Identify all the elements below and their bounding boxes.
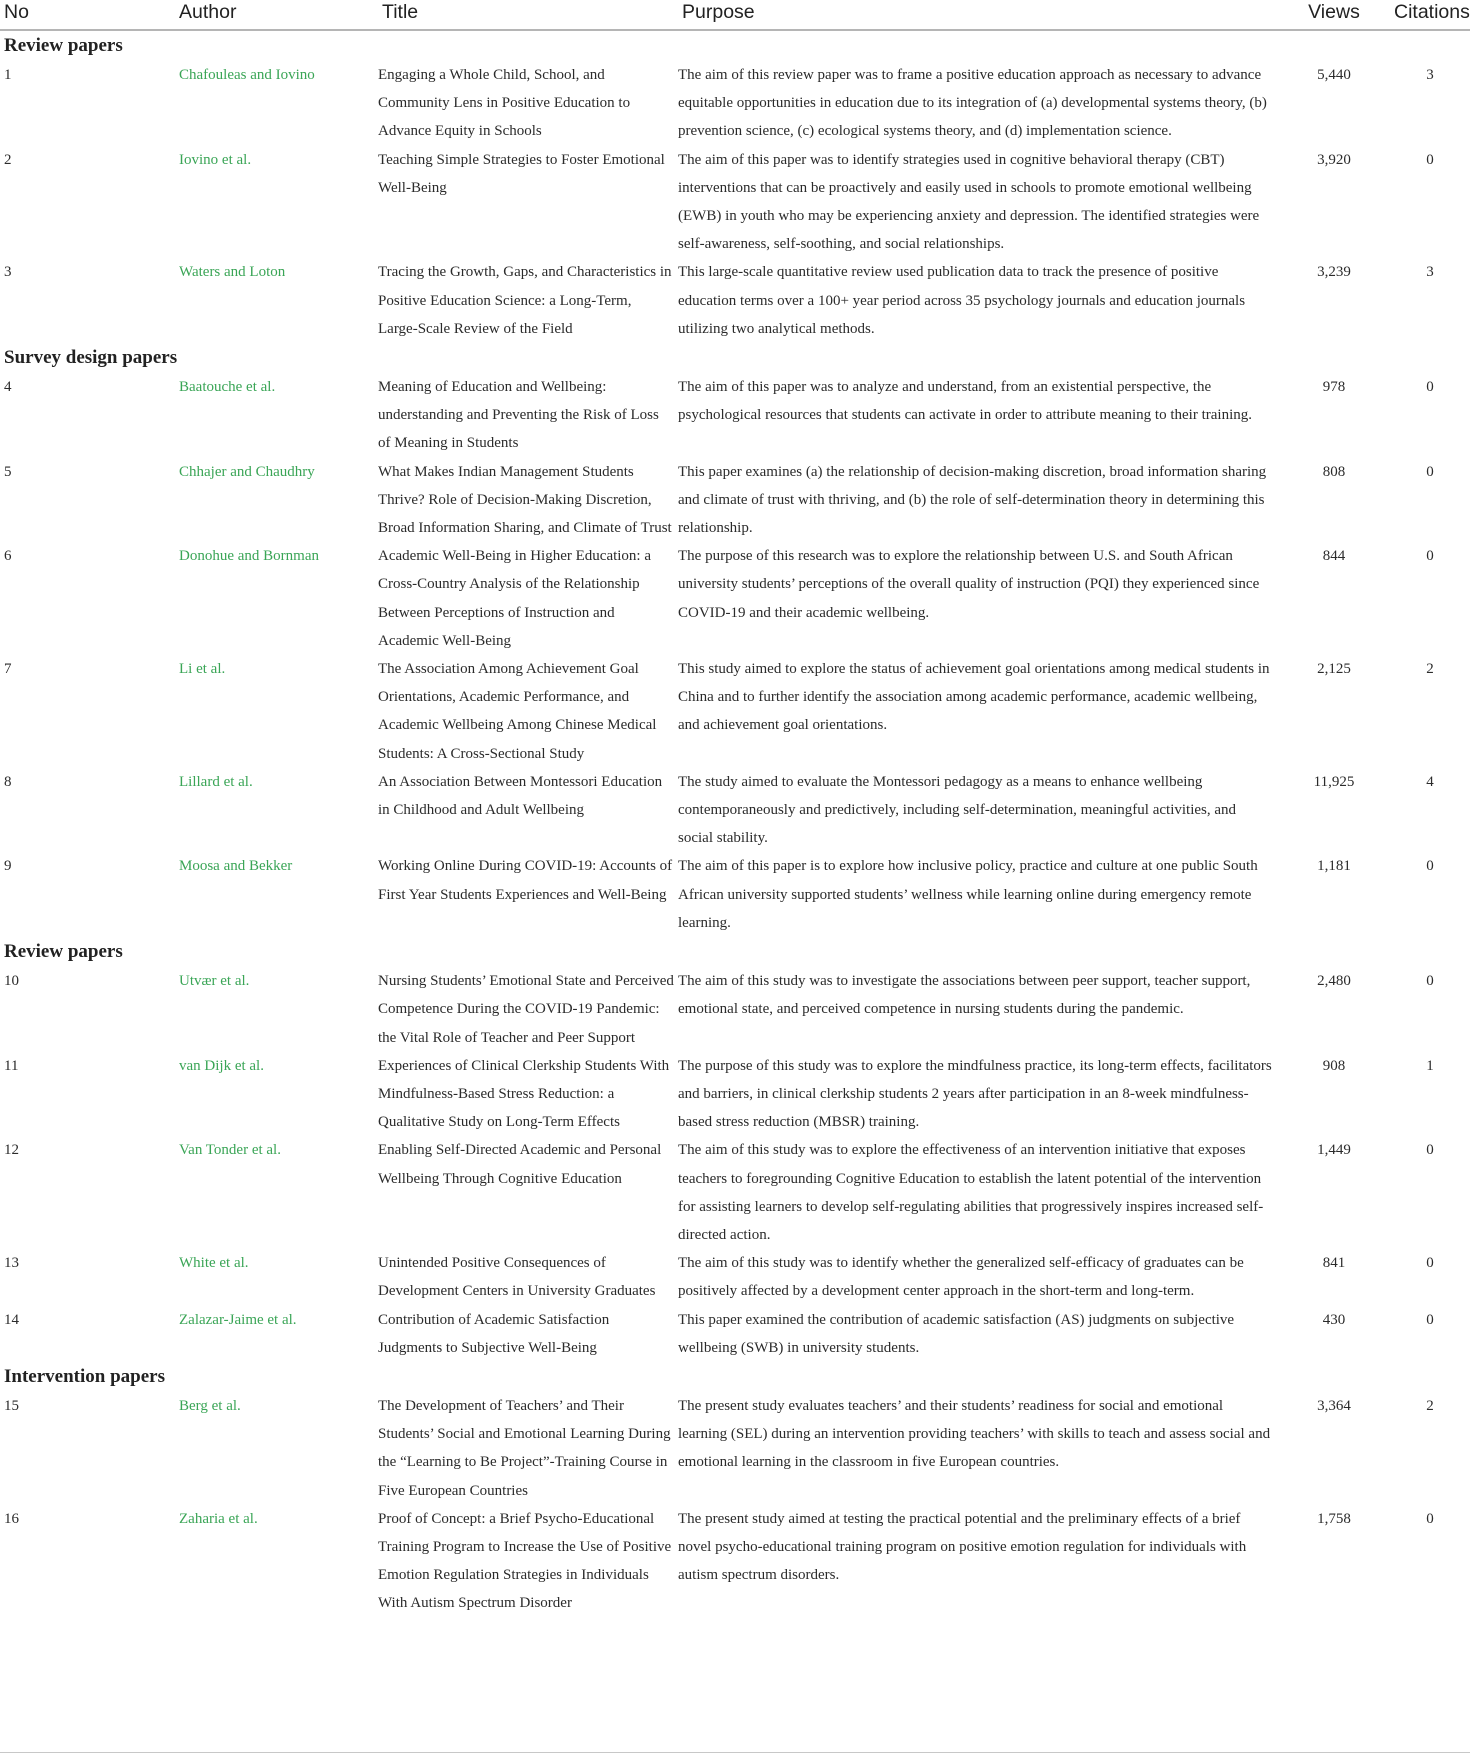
cell-views: 3,920 [1317, 151, 1351, 168]
cell-author-link[interactable]: Chhajer and Chaudhry [179, 463, 315, 480]
cell-title: Meaning of Education and Wellbeing: understanding and Preventing the Risk of Loss of Meaning in Students [378, 379, 659, 452]
cell-author-link[interactable]: Zaharia et al. [179, 1510, 258, 1527]
cell-title: Unintended Positive Consequences of Development Centers in University Graduates [378, 1255, 656, 1300]
cell-title: What Makes Indian Management Students Thrive? Role of Decision-Making Discretion, Broad Information Sharing, and Climate of Trust [378, 463, 672, 537]
cell-no: 12 [4, 1142, 19, 1159]
cell-author-link[interactable]: Waters and Loton [179, 264, 286, 281]
cell-author-link[interactable]: White et al. [179, 1255, 249, 1272]
table-row [0, 1249, 1470, 1305]
cell-citations: 4 [1426, 773, 1434, 790]
cell-title: Tracing the Growth, Gaps, and Characteristics in Positive Education Science: a Long-Term, Large-Scale Review of the Field [378, 264, 672, 337]
cell-purpose: The aim of this paper was to analyze and understand, from an existential perspective, the psychological resources that students can activate in order to attribute meaning to their training. [678, 379, 1252, 424]
cell-purpose: This paper examined the contribution of academic satisfaction (AS) judgments on subjective wellbeing (SWB) in university students. [678, 1311, 1235, 1356]
cell-purpose: The purpose of this study was to explore the mindfulness practice, its long-term effects, facilitators and barriers, in clinical clerkship students 2 years after participation in an 8-week mindfulness-based stress reduction (MBSR) training. [678, 1057, 1272, 1131]
cell-citations: 0 [1426, 1510, 1434, 1527]
cell-views: 844 [1322, 548, 1346, 565]
cell-no: 15 [4, 1397, 19, 1414]
header-row [0, 0, 1470, 30]
cell-citations: 0 [1426, 858, 1434, 875]
cell-purpose: The purpose of this research was to explore the relationship between U.S. and South African university students’ perceptions of the overall quality of instruction (PQI) they experienced since COVID-19 and their academic wellbeing. [678, 548, 1260, 621]
cell-citations: 0 [1426, 973, 1434, 990]
cell-no: 2 [4, 151, 12, 168]
table-row [0, 1306, 1470, 1362]
cell-author-link[interactable]: Donohue and Bornman [179, 548, 319, 565]
cell-author-link[interactable]: Li et al. [179, 661, 226, 678]
cell-no: 9 [4, 858, 12, 875]
cell-views: 1,181 [1317, 858, 1351, 875]
cell-citations: 0 [1426, 1255, 1434, 1272]
section-heading: Review papers [4, 941, 123, 963]
cell-title: Contribution of Academic Satisfaction Judgments to Subjective Well-Being [378, 1311, 610, 1356]
cell-views: 908 [1322, 1057, 1346, 1074]
cell-title: Working Online During COVID-19: Accounts of First Year Students Experiences and Well-Being [378, 858, 673, 903]
cell-no: 11 [4, 1057, 19, 1074]
cell-no: 16 [4, 1510, 19, 1527]
cell-purpose: This paper examines (a) the relationship of decision-making discretion, broad information sharing and climate of trust with thriving, and (b) the role of self-determination theory in determining this relationship. [678, 463, 1267, 537]
header-views: Views [1308, 1, 1360, 23]
cell-purpose: The present study evaluates teachers’ and their students’ readiness for social and emotional learning (SEL) during an intervention providing teachers’ with skills to teach and assess social and emotional learning in the classroom in five European countries. [678, 1397, 1271, 1471]
cell-no: 5 [4, 463, 12, 480]
cell-views: 3,364 [1317, 1397, 1351, 1414]
section-row [0, 30, 1470, 61]
section-row [0, 1362, 1470, 1392]
cell-views: 808 [1322, 463, 1346, 480]
cell-title: The Association Among Achievement Goal Orientations, Academic Performance, and Academic Wellbeing Among Chinese Medical Students: A Cross-Sectional Study [378, 661, 657, 762]
cell-title: Proof of Concept: a Brief Psycho-Educational Training Program to Increase the Use of Positive Emotion Regulation Strategies in Individuals With Autism Spectrum Disorder [378, 1510, 672, 1612]
cell-author-link[interactable]: Berg et al. [179, 1397, 241, 1414]
table-row [0, 458, 1470, 543]
cell-no: 14 [4, 1311, 19, 1328]
cell-title: An Association Between Montessori Education in Childhood and Adult Wellbeing [378, 773, 663, 819]
section-row [0, 937, 1470, 967]
cell-author-link[interactable]: van Dijk et al. [179, 1057, 264, 1074]
cell-author-link[interactable]: Moosa and Bekker [179, 858, 293, 875]
cell-views: 11,925 [1313, 773, 1355, 790]
cell-views: 841 [1322, 1255, 1346, 1272]
section-row [0, 343, 1470, 373]
table-row [0, 61, 1470, 146]
cell-no: 13 [4, 1255, 19, 1272]
table-row [0, 967, 1470, 1052]
cell-citations: 1 [1426, 1057, 1434, 1074]
cell-title: The Development of Teachers’ and Their Students’ Social and Emotional Learning During the “Learning to Be Project”-Training Course in Five European Countries [378, 1397, 671, 1499]
table-bottom-rule [0, 1752, 1470, 1753]
cell-purpose: The aim of this paper was to identify strategies used in cognitive behavioral therapy (CBT) interventions that can be proactively and easily used in schools to promote emotional wellbeing (EWB) in youth who may be experiencing anxiety and depression. The identified strategies were self-awareness, self-soothing, and social relationships. [678, 151, 1260, 253]
cell-purpose: The present study aimed at testing the practical potential and the preliminary effects of a brief novel psycho-educational training program on positive emotion regulation for individuals with autism spectrum disorders. [678, 1510, 1247, 1584]
cell-citations: 3 [1426, 67, 1434, 83]
cell-no: 8 [4, 773, 12, 790]
cell-citations: 0 [1426, 379, 1434, 396]
section-heading: Intervention papers [4, 1365, 165, 1387]
cell-citations: 0 [1426, 548, 1434, 565]
cell-title: Experiences of Clinical Clerkship Students With Mindfulness-Based Stress Reduction: a Qualitative Study on Long-Term Effects [378, 1057, 670, 1131]
cell-purpose: The aim of this paper is to explore how inclusive policy, practice and culture at one public South African university supported students’ wellness while learning online during emergency remote learning. [678, 858, 1258, 931]
cell-views: 2,125 [1317, 661, 1351, 678]
cell-citations: 2 [1426, 1397, 1434, 1414]
cell-author-link[interactable]: Iovino et al. [179, 151, 252, 168]
table-row [0, 146, 1470, 259]
cell-author-link[interactable]: Chafouleas and Iovino [179, 67, 315, 83]
cell-purpose: The aim of this study was to explore the effectiveness of an intervention initiative that exposes teachers to foregrounding Cognitive Education to establish the latent potential of the intervention for assisting learners to develop self-regulating abilities that progressively inspires increased self-directed action. [678, 1142, 1264, 1243]
cell-citations: 0 [1426, 1311, 1434, 1328]
cell-views: 978 [1322, 379, 1346, 396]
cell-views: 5,440 [1317, 67, 1351, 83]
cell-author-link[interactable]: Van Tonder et al. [179, 1142, 281, 1159]
cell-title: Academic Well-Being in Higher Education: a Cross-Country Analysis of the Relationship Between Perceptions of Instruction and Academic Well-Being [378, 548, 652, 649]
cell-no: 7 [4, 661, 12, 678]
cell-purpose: This study aimed to explore the status of achievement goal orientations among medical students in China and to further identify the association among academic performance, academic wellbeing, and achievement goal orientations. [678, 661, 1270, 734]
header-no: No [4, 1, 29, 23]
cell-no: 10 [4, 973, 19, 990]
header-title: Title [382, 1, 419, 23]
table-row [0, 373, 1470, 458]
header-purpose: Purpose [682, 1, 755, 23]
cell-no: 6 [4, 548, 12, 565]
cell-views: 2,480 [1317, 973, 1351, 990]
cell-views: 1,758 [1317, 1510, 1351, 1527]
header-citations: Citations [1394, 1, 1470, 23]
cell-author-link[interactable]: Baatouche et al. [179, 379, 276, 396]
cell-author-link[interactable]: Zalazar-Jaime et al. [179, 1311, 297, 1328]
cell-citations: 2 [1426, 661, 1434, 678]
cell-purpose: The study aimed to evaluate the Montessori pedagogy as a means to enhance wellbeing contemporaneously and predictively, including self-determination, meaningful activities, and social stability. [678, 773, 1237, 847]
cell-citations: 0 [1426, 1142, 1434, 1159]
cell-citations: 3 [1426, 264, 1434, 281]
cell-no: 1 [4, 67, 12, 83]
cell-views: 430 [1322, 1311, 1346, 1328]
table-row [0, 258, 1470, 343]
table-body [0, 30, 1470, 1618]
table-row [0, 542, 1470, 655]
cell-author-link[interactable]: Lillard et al. [179, 773, 253, 790]
cell-citations: 0 [1426, 463, 1434, 480]
cell-purpose: The aim of this review paper was to frame a positive education approach as necessary to advance equitable opportunities in education due to its integration of (a) developmental systems theory, (b) prevention science, (c) ecological systems theory, and (d) implementation science. [678, 67, 1267, 140]
cell-author-link[interactable]: Utvær et al. [179, 973, 250, 990]
section-heading: Survey design papers [4, 347, 178, 369]
cell-title: Engaging a Whole Child, School, and Community Lens in Positive Education to Advance Equity in Schools [378, 67, 631, 140]
cell-no: 3 [4, 264, 12, 281]
cell-views: 3,239 [1317, 264, 1351, 281]
cell-purpose: The aim of this study was to identify whether the generalized self-efficacy of graduates can be positively affected by a development center approach in the short-term and long-term. [678, 1255, 1244, 1300]
cell-no: 4 [4, 379, 12, 396]
table-row [0, 1505, 1470, 1618]
cell-purpose: This large-scale quantitative review used publication data to track the presence of positive education terms over a 100+ year period across 35 psychology journals and education journals utilizing two analytical methods. [678, 264, 1246, 337]
cell-title: Nursing Students’ Emotional State and Perceived Competence During the COVID-19 Pandemic: the Vital Role of Teacher and Peer Support [378, 973, 674, 1046]
cell-views: 1,449 [1317, 1142, 1351, 1159]
table-row [0, 655, 1470, 768]
cell-title: Enabling Self-Directed Academic and Personal Wellbeing Through Cognitive Education [378, 1142, 662, 1187]
table-row [0, 852, 1470, 937]
cell-citations: 0 [1426, 151, 1434, 168]
cell-purpose: The aim of this study was to investigate the associations between peer support, teacher support, emotional state, and perceived competence in nursing students during the pandemic. [678, 973, 1251, 1018]
cell-title: Teaching Simple Strategies to Foster Emotional Well-Being [378, 151, 665, 196]
table-row [0, 1392, 1470, 1505]
section-heading: Review papers [4, 35, 123, 56]
table-row [0, 1052, 1470, 1137]
table-row [0, 768, 1470, 853]
table-row [0, 1136, 1470, 1249]
header-author: Author [179, 1, 237, 23]
